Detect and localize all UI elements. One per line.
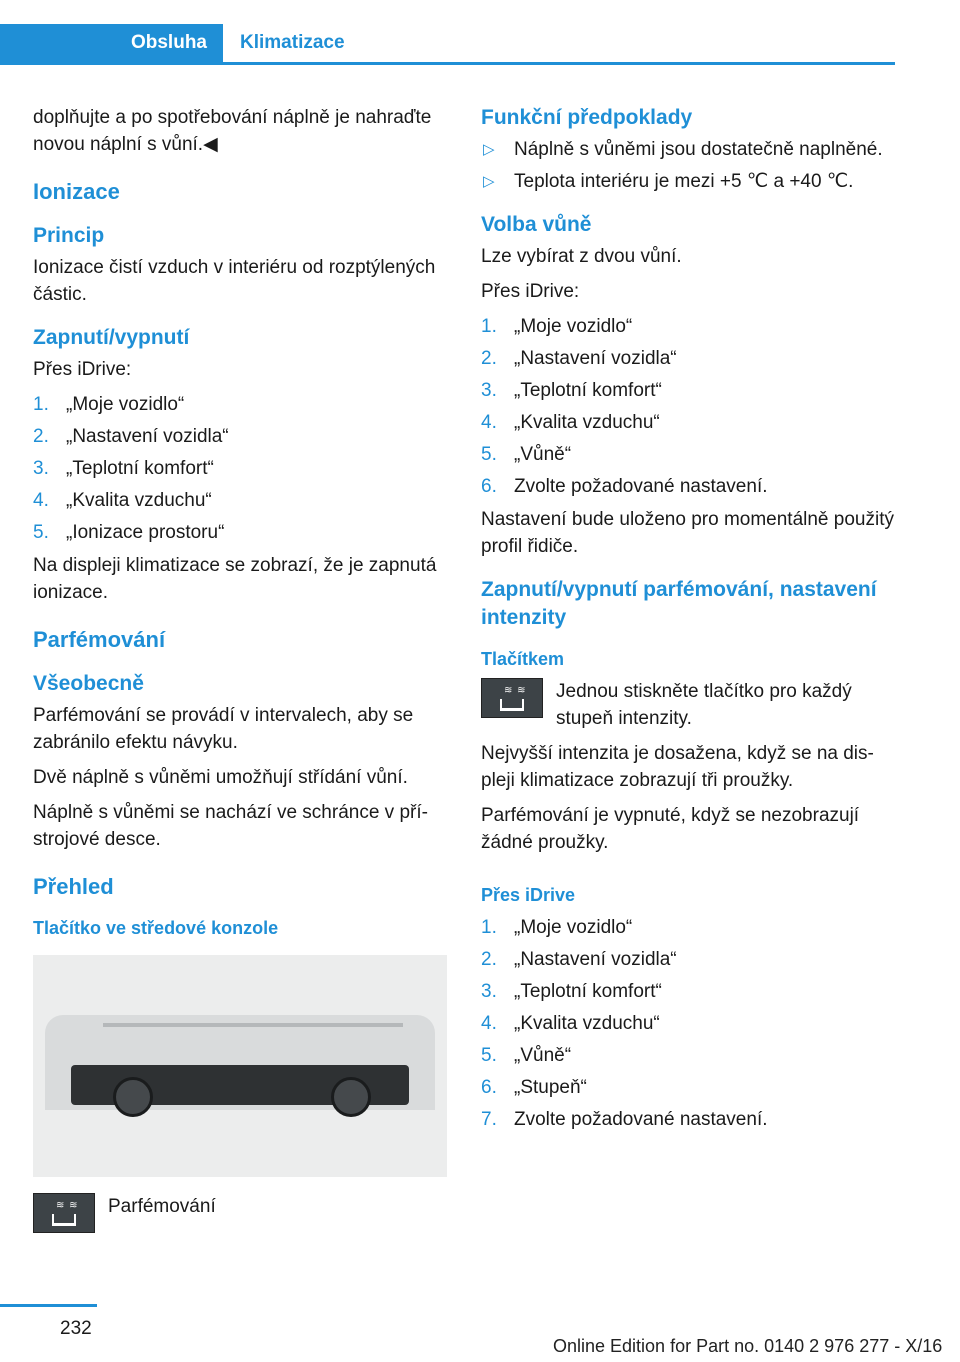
list-item xyxy=(481,345,899,372)
list-item xyxy=(33,519,451,546)
step-text: „Kvalita vzduchu“ xyxy=(514,1013,660,1034)
step-number: 3. xyxy=(481,380,497,401)
step-text: „Ionizace prostoru“ xyxy=(66,522,225,543)
triangle-bullet-icon: ▷ xyxy=(483,173,495,190)
step-number: 2. xyxy=(33,426,49,447)
list-item xyxy=(481,946,899,973)
volba-steps xyxy=(481,313,899,500)
list-item xyxy=(481,473,899,500)
header-tabbar xyxy=(0,24,895,65)
step-number: 6. xyxy=(481,476,497,497)
step-text: „Stupeň“ xyxy=(514,1077,587,1098)
idrive-steps xyxy=(481,914,899,1133)
step-text: „Teplotní komfort“ xyxy=(514,981,662,1002)
list-item xyxy=(481,1042,899,1069)
list-item-text: Teplota interiéru je mezi +5 ℃ a +40 ℃. xyxy=(514,171,854,192)
step-text: „Kvalita vzduchu“ xyxy=(66,490,212,511)
left-column xyxy=(33,104,451,1241)
list-item xyxy=(481,168,899,195)
list-item xyxy=(33,487,451,514)
step-number: 5. xyxy=(481,1045,497,1066)
step-number: 7. xyxy=(481,1109,497,1130)
pres-idrive-label: Přes iDrive: xyxy=(33,359,132,380)
list-item xyxy=(481,441,899,468)
step-number: 2. xyxy=(481,949,497,970)
list-item xyxy=(481,1106,899,1133)
list-item xyxy=(481,313,899,340)
list-item xyxy=(481,377,899,404)
icon-row-parfemovani xyxy=(33,1193,451,1233)
list-item xyxy=(481,978,899,1005)
step-number: 4. xyxy=(481,1013,497,1034)
step-text: „Vůně“ xyxy=(514,1045,572,1066)
display-text: Na displeji klimatizace se zobrazí, že je zapnutá ionizace. xyxy=(33,555,437,603)
intenzita-text-2: Parfémování je vypnuté, když se nezobrazují žádné proužky. xyxy=(481,805,860,853)
edition-text: Online Edition for Part no. 0140 2 976 277 - X/16 xyxy=(553,1336,943,1356)
intenzita-text-1: Nejvyšší intenzita je dosažena, když se na displeji klimatizace zobrazují tři proužky. xyxy=(481,743,874,791)
pres-idrive-label: Přes iDrive: xyxy=(481,281,580,302)
fragrance-button-icon: ≋ ≋ xyxy=(481,678,543,718)
step-number: 3. xyxy=(481,981,497,1002)
list-item xyxy=(481,409,899,436)
tab-obsluha[interactable] xyxy=(0,24,223,62)
fragrance-icon-label: Parfémování xyxy=(108,1196,216,1217)
volba-heading: Volba vůně xyxy=(481,213,592,236)
tlacitkem-heading: Tlačítkem xyxy=(481,649,565,669)
step-text: „Teplotní komfort“ xyxy=(66,458,214,479)
step-number: 1. xyxy=(33,394,49,415)
list-item xyxy=(481,136,899,163)
list-item xyxy=(33,455,451,482)
step-number: 6. xyxy=(481,1077,497,1098)
ionizace-steps xyxy=(33,391,451,546)
tab-klimatizace[interactable]: Klimatizace xyxy=(240,32,345,53)
list-item xyxy=(481,914,899,941)
fragrance-button-icon: ≋ ≋ xyxy=(33,1193,95,1233)
step-text: „Kvalita vzduchu“ xyxy=(514,412,660,433)
predpoklady-list xyxy=(481,136,899,195)
princip-text: Ionizace čistí vzduch v interiéru od rozptýlených částic. xyxy=(33,257,436,305)
prehled-heading: Přehled xyxy=(33,874,114,899)
left-knob xyxy=(113,1077,153,1117)
step-number: 4. xyxy=(33,490,49,511)
volba-text-2: Nastavení bude uloženo pro momentálně použitý profil řidiče. xyxy=(481,509,894,557)
list-item xyxy=(481,1074,899,1101)
right-knob xyxy=(331,1077,371,1117)
center-console-photo xyxy=(33,955,447,1177)
step-text: „Moje vozidlo“ xyxy=(66,394,185,415)
list-item-text: Náplně s vůněmi jsou dostatečně naplněné. xyxy=(514,139,883,160)
step-number: 5. xyxy=(481,444,497,465)
predpoklady-heading: Funkční předpoklady xyxy=(481,106,693,129)
step-text: „Moje vozidlo“ xyxy=(514,316,633,337)
tlacitko-heading: Tlačítko ve středové konzole xyxy=(33,918,279,938)
step-text: „Teplotní komfort“ xyxy=(514,380,662,401)
step-number: 2. xyxy=(481,348,497,369)
icon-row-tlacitkem xyxy=(481,678,899,732)
step-text: „Nastavení vozidla“ xyxy=(514,348,677,369)
footer-rule xyxy=(0,1304,97,1307)
vseobecne-text-3: Náplně s vůněmi se nachází ve schránce v přístrojové desce. xyxy=(33,802,428,850)
list-item xyxy=(33,391,451,418)
vseobecne-heading: Všeobecně xyxy=(33,672,144,695)
vseobecne-text-1: Parfémování se provádí v intervalech, aby se zabránilo efektu návyku. xyxy=(33,705,414,753)
tab-obsluha-label: Obsluha xyxy=(130,32,207,53)
ionizace-heading: Ionizace xyxy=(33,179,120,204)
step-text: „Nastavení vozidla“ xyxy=(514,949,677,970)
right-column xyxy=(481,104,899,1139)
step-text: „Nastavení vozidla“ xyxy=(66,426,229,447)
step-number: 3. xyxy=(33,458,49,479)
step-number: 1. xyxy=(481,316,497,337)
volba-text-1: Lze vybírat z dvou vůní. xyxy=(481,246,682,267)
zapnuti-parfemovani-heading: Zapnutí/vypnutí parfémování, nastavení intenzity xyxy=(481,578,877,629)
step-number: 5. xyxy=(33,522,49,543)
page-number: 232 xyxy=(60,1318,92,1339)
vseobecne-text-2: Dvě náplně s vůněmi umožňují střídání vůní. xyxy=(33,767,408,788)
triangle-bullet-icon: ▷ xyxy=(483,141,495,158)
step-text: Zvolte požadované nastavení. xyxy=(514,1109,768,1130)
step-text: Zvolte požadované nastavení. xyxy=(514,476,768,497)
zapnuti-heading: Zapnutí/vypnutí xyxy=(33,326,190,349)
step-text: „Vůně“ xyxy=(514,444,572,465)
intro-text: doplňujte a po spotřebování náplně je nahraďte novou náplní s vůní.◀ xyxy=(33,107,432,155)
step-number: 4. xyxy=(481,412,497,433)
cd-slot xyxy=(103,1023,403,1027)
list-item xyxy=(481,1010,899,1037)
parfemovani-heading: Parfémování xyxy=(33,627,166,652)
princip-heading: Princip xyxy=(33,224,105,247)
step-text: „Moje vozidlo“ xyxy=(514,917,633,938)
pres-idrive-heading: Přes iDrive xyxy=(481,885,576,905)
tlacitkem-text: Jednou stiskněte tlačítko pro každý stupeň intenzity. xyxy=(556,681,852,729)
list-item xyxy=(33,423,451,450)
step-number: 1. xyxy=(481,917,497,938)
